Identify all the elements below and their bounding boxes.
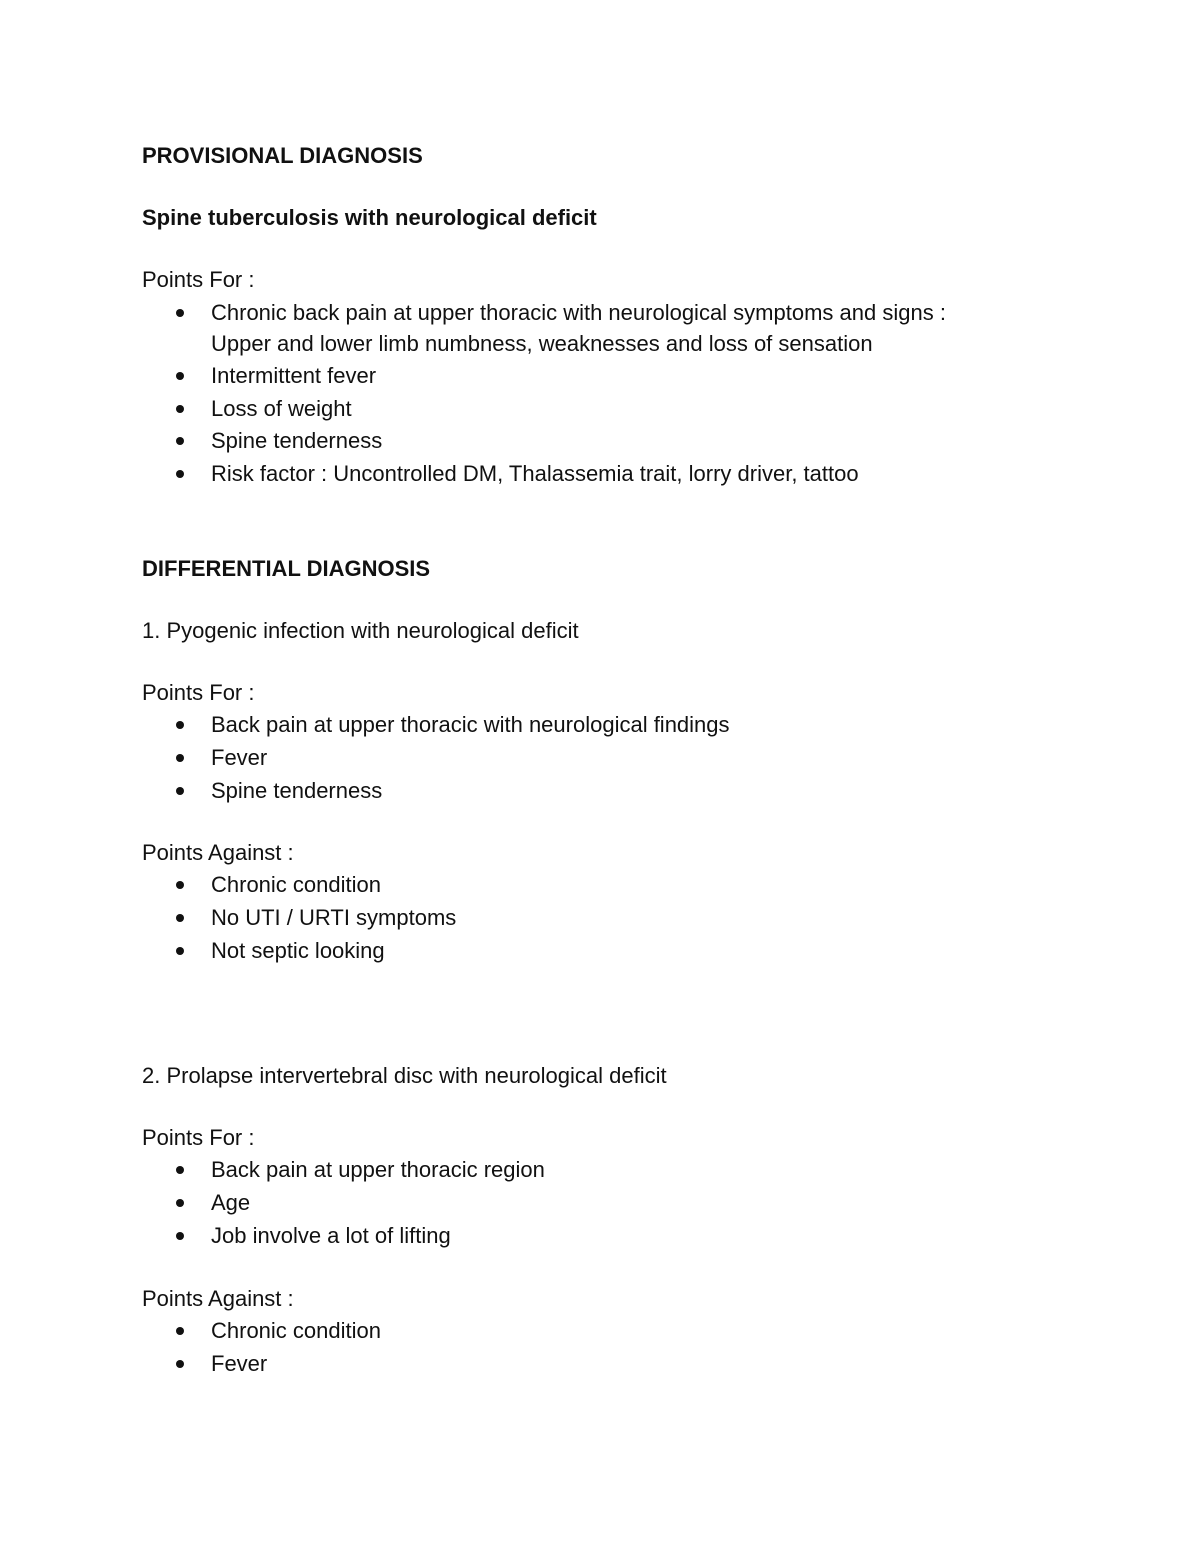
differential-heading: DIFFERENTIAL DIAGNOSIS	[142, 556, 431, 581]
list-item: Loss of weight	[211, 396, 352, 421]
list-item: Risk factor : Uncontrolled DM, Thalassemia trait, lorry driver, tattoo	[211, 461, 859, 486]
bullet-icon	[176, 881, 184, 889]
list-item: Back pain at upper thoracic region	[211, 1157, 545, 1182]
differential-title: 2. Prolapse intervertebral disc with neurological deficit	[142, 1063, 667, 1088]
list-item: Chronic condition	[211, 872, 381, 897]
bullet-icon	[176, 372, 184, 380]
points-against-label: Points Against :	[142, 1286, 294, 1311]
list-item: Age	[211, 1190, 251, 1215]
provisional-diagnosis: Spine tuberculosis with neurological deficit	[142, 205, 597, 230]
bullet-icon	[176, 1199, 184, 1207]
list-item: Chronic back pain at upper thoracic with neurological symptoms and signs :	[211, 300, 946, 325]
list-item: Spine tenderness	[211, 778, 383, 803]
list-item: Chronic condition	[211, 1318, 381, 1343]
bullet-icon	[176, 1166, 184, 1174]
provisional-heading: PROVISIONAL DIAGNOSIS	[142, 143, 423, 168]
bullet-icon	[176, 470, 184, 478]
list-item: No UTI / URTI symptoms	[211, 905, 457, 930]
points-against-label: Points Against :	[142, 840, 294, 865]
bullet-icon	[176, 405, 184, 413]
list-item: Job involve a lot of lifting	[211, 1223, 451, 1248]
points-for-label: Points For :	[142, 267, 255, 292]
list-item: Fever	[211, 745, 268, 770]
bullet-icon	[176, 437, 184, 445]
bullet-icon	[176, 914, 184, 922]
points-for-label: Points For :	[142, 680, 255, 705]
list-item: Fever	[211, 1351, 268, 1376]
points-for-label: Points For :	[142, 1125, 255, 1150]
list-item: Not septic looking	[211, 938, 385, 963]
bullet-icon	[176, 1360, 184, 1368]
bullet-icon	[176, 721, 184, 729]
bullet-icon	[176, 1327, 184, 1335]
bullet-icon	[176, 309, 184, 317]
bullet-icon	[176, 754, 184, 762]
list-item: Intermittent fever	[211, 363, 377, 388]
bullet-icon	[176, 787, 184, 795]
list-item-continuation: Upper and lower limb numbness, weaknesses and loss of sensation	[211, 331, 873, 356]
differential-title: 1. Pyogenic infection with neurological deficit	[142, 618, 579, 643]
list-item: Back pain at upper thoracic with neurological findings	[211, 712, 730, 737]
bullet-icon	[176, 1232, 184, 1240]
list-item: Spine tenderness	[211, 428, 383, 453]
bullet-icon	[176, 947, 184, 955]
